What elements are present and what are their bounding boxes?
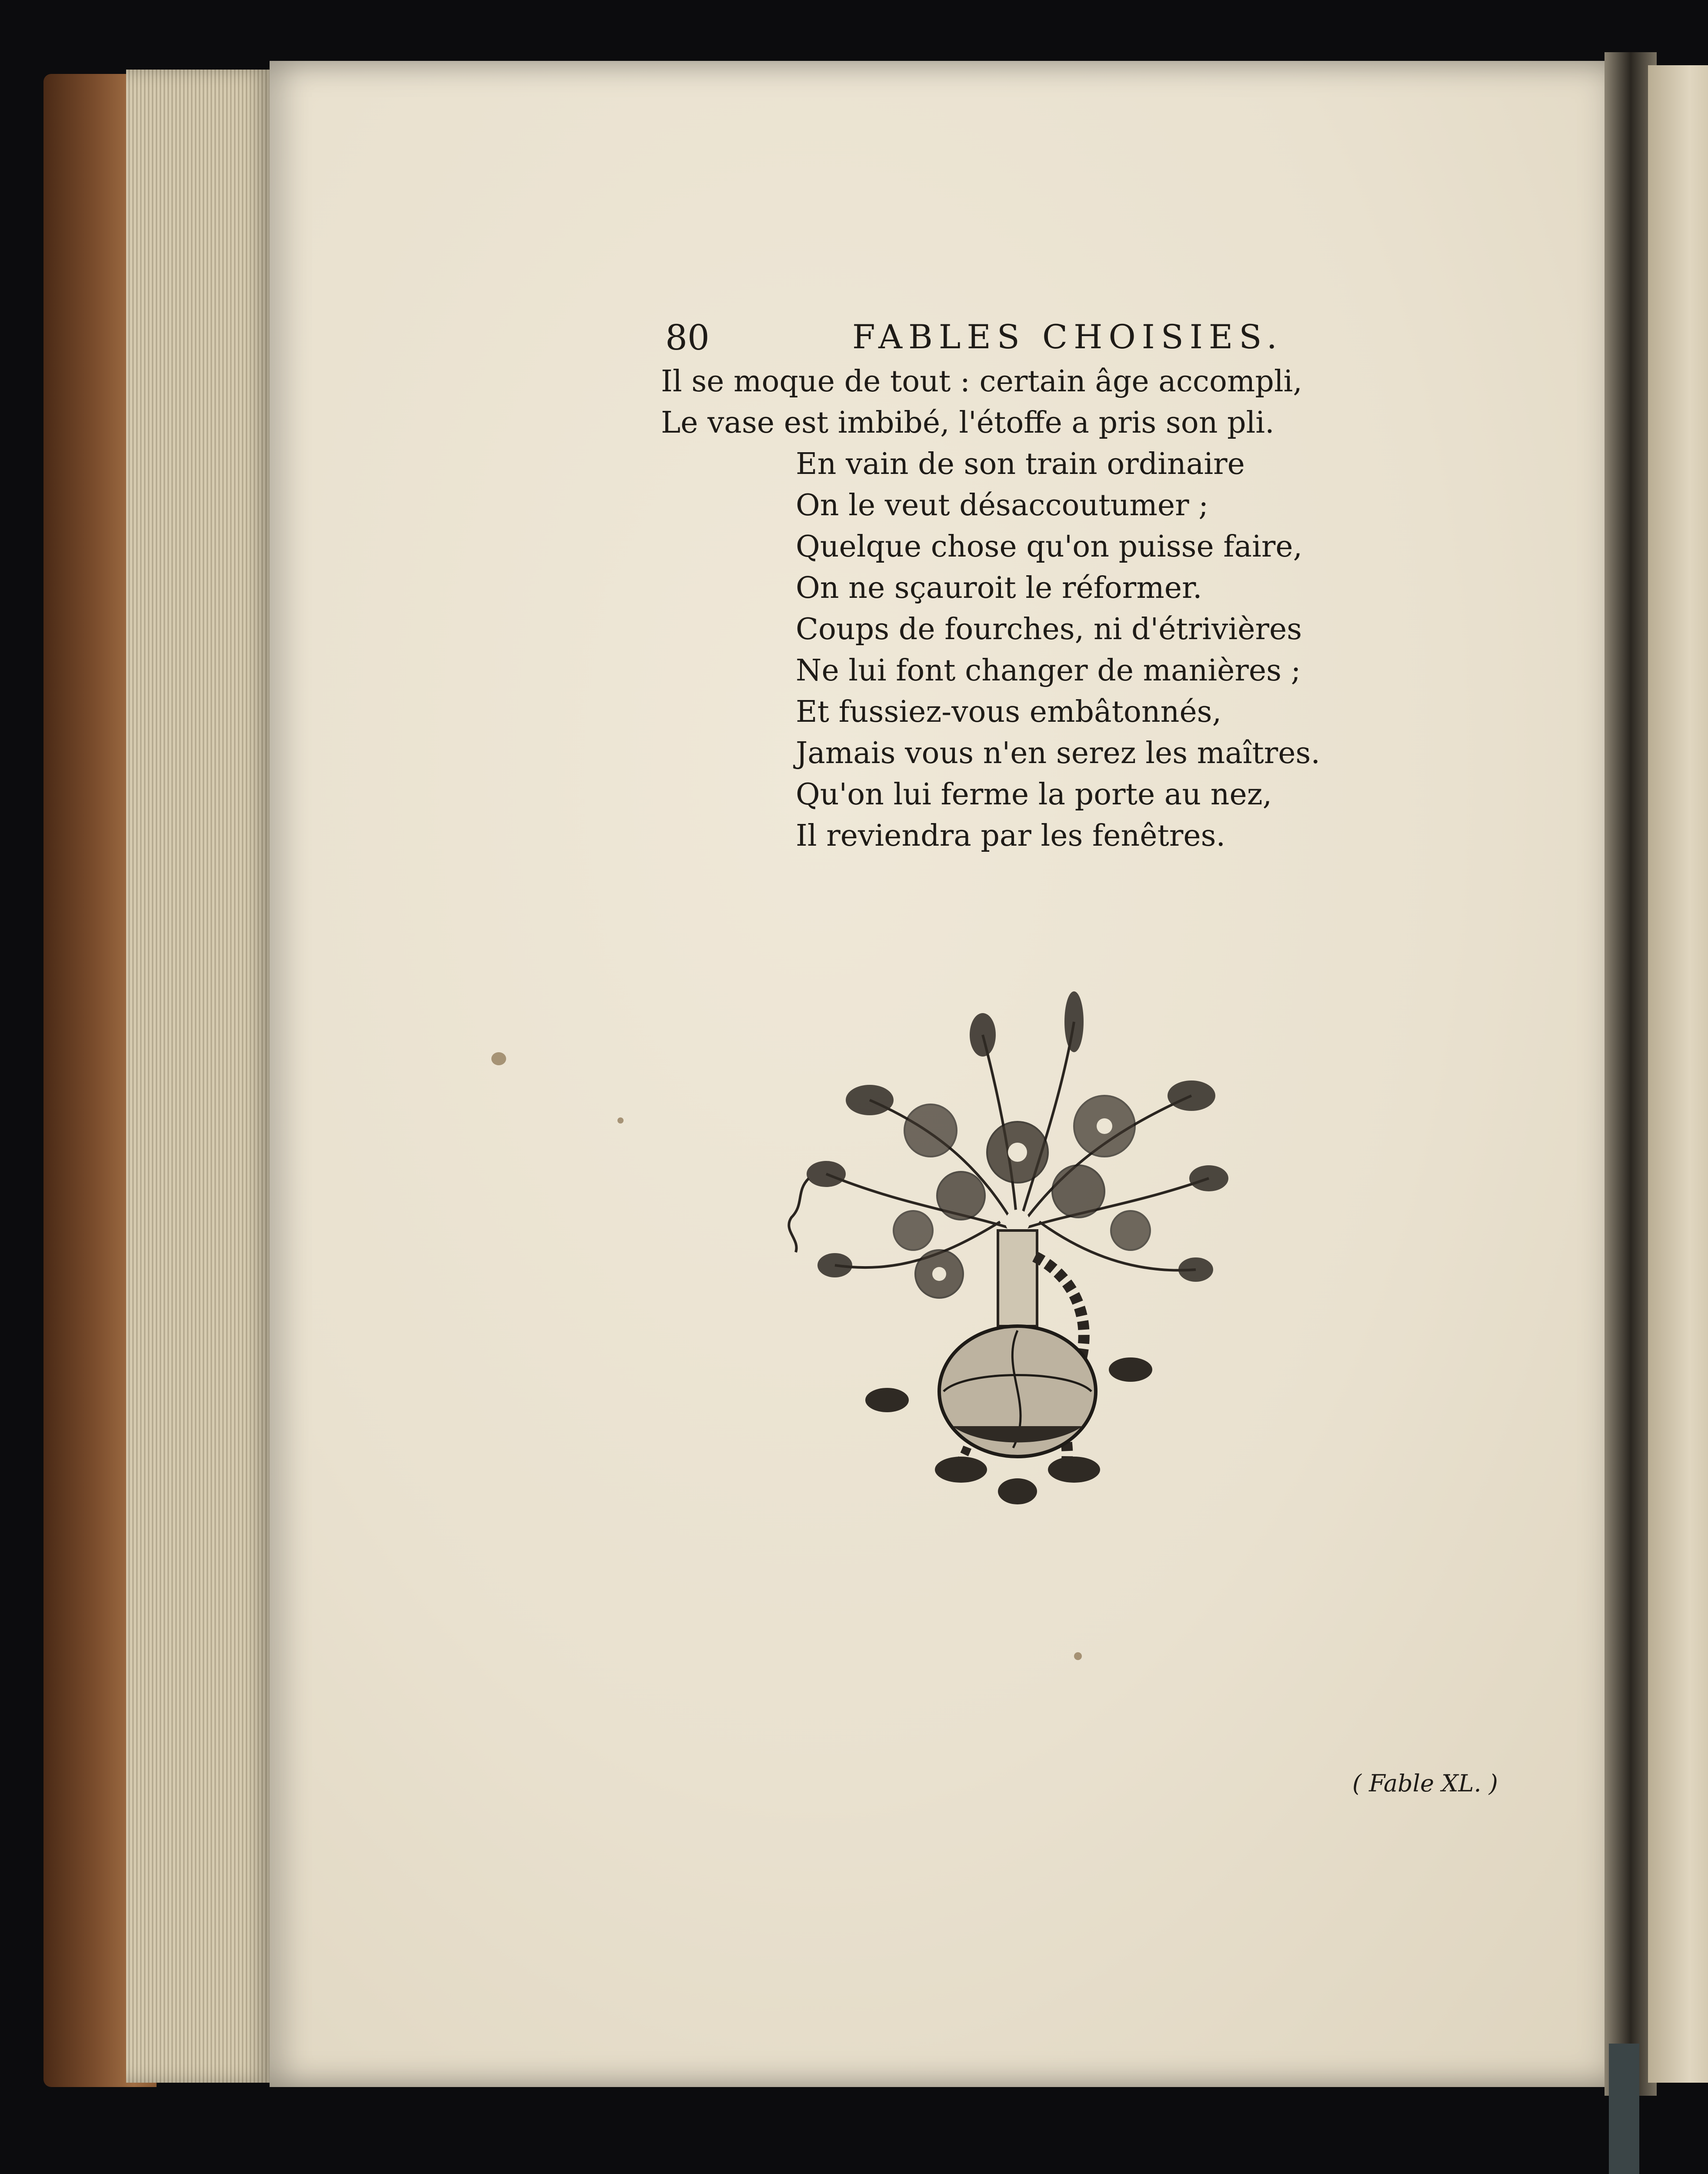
foxing-spot: [1074, 1652, 1082, 1660]
flower-vase-engraving-icon: [757, 987, 1278, 1530]
running-title: FABLES CHOISIES.: [852, 317, 1283, 356]
foxing-spot: [617, 1117, 624, 1124]
page-edges: [126, 70, 274, 2083]
verse-line: On le veut désaccoutumer ;: [796, 488, 1209, 523]
facing-page-edge: [1648, 65, 1708, 2083]
verse-line: Jamais vous n'en serez les maîtres.: [796, 736, 1321, 770]
verse-line: On ne sçauroit le réformer.: [796, 571, 1202, 605]
verse-line: Coups de fourches, ni d'étrivières: [796, 612, 1302, 647]
verse-line: Et fussiez-vous embâtonnés,: [796, 695, 1222, 729]
bookmark-ribbon: [1609, 2044, 1639, 2174]
verse-block: [639, 361, 1321, 857]
verse-line: Qu'on lui ferme la porte au nez,: [796, 777, 1272, 812]
verse-line: Le vase est imbibé, l'étoffe a pris son pli.: [661, 406, 1274, 440]
foxing-spot: [491, 1052, 506, 1065]
verse-line: En vain de son train ordinaire: [796, 447, 1245, 481]
verse-line: Ne lui font changer de manières ;: [796, 654, 1301, 688]
page-text: [639, 313, 1321, 857]
catchword: ( Fable XL. ): [1352, 1770, 1498, 1797]
verse-line: Quelque chose qu'on puisse faire,: [796, 530, 1303, 564]
page-number: 80: [665, 317, 710, 358]
verse-line: Il se moque de tout : certain âge accompli,: [661, 364, 1303, 399]
verse-line: Il reviendra par les fenêtres.: [796, 819, 1226, 853]
page-header: [639, 313, 1318, 361]
